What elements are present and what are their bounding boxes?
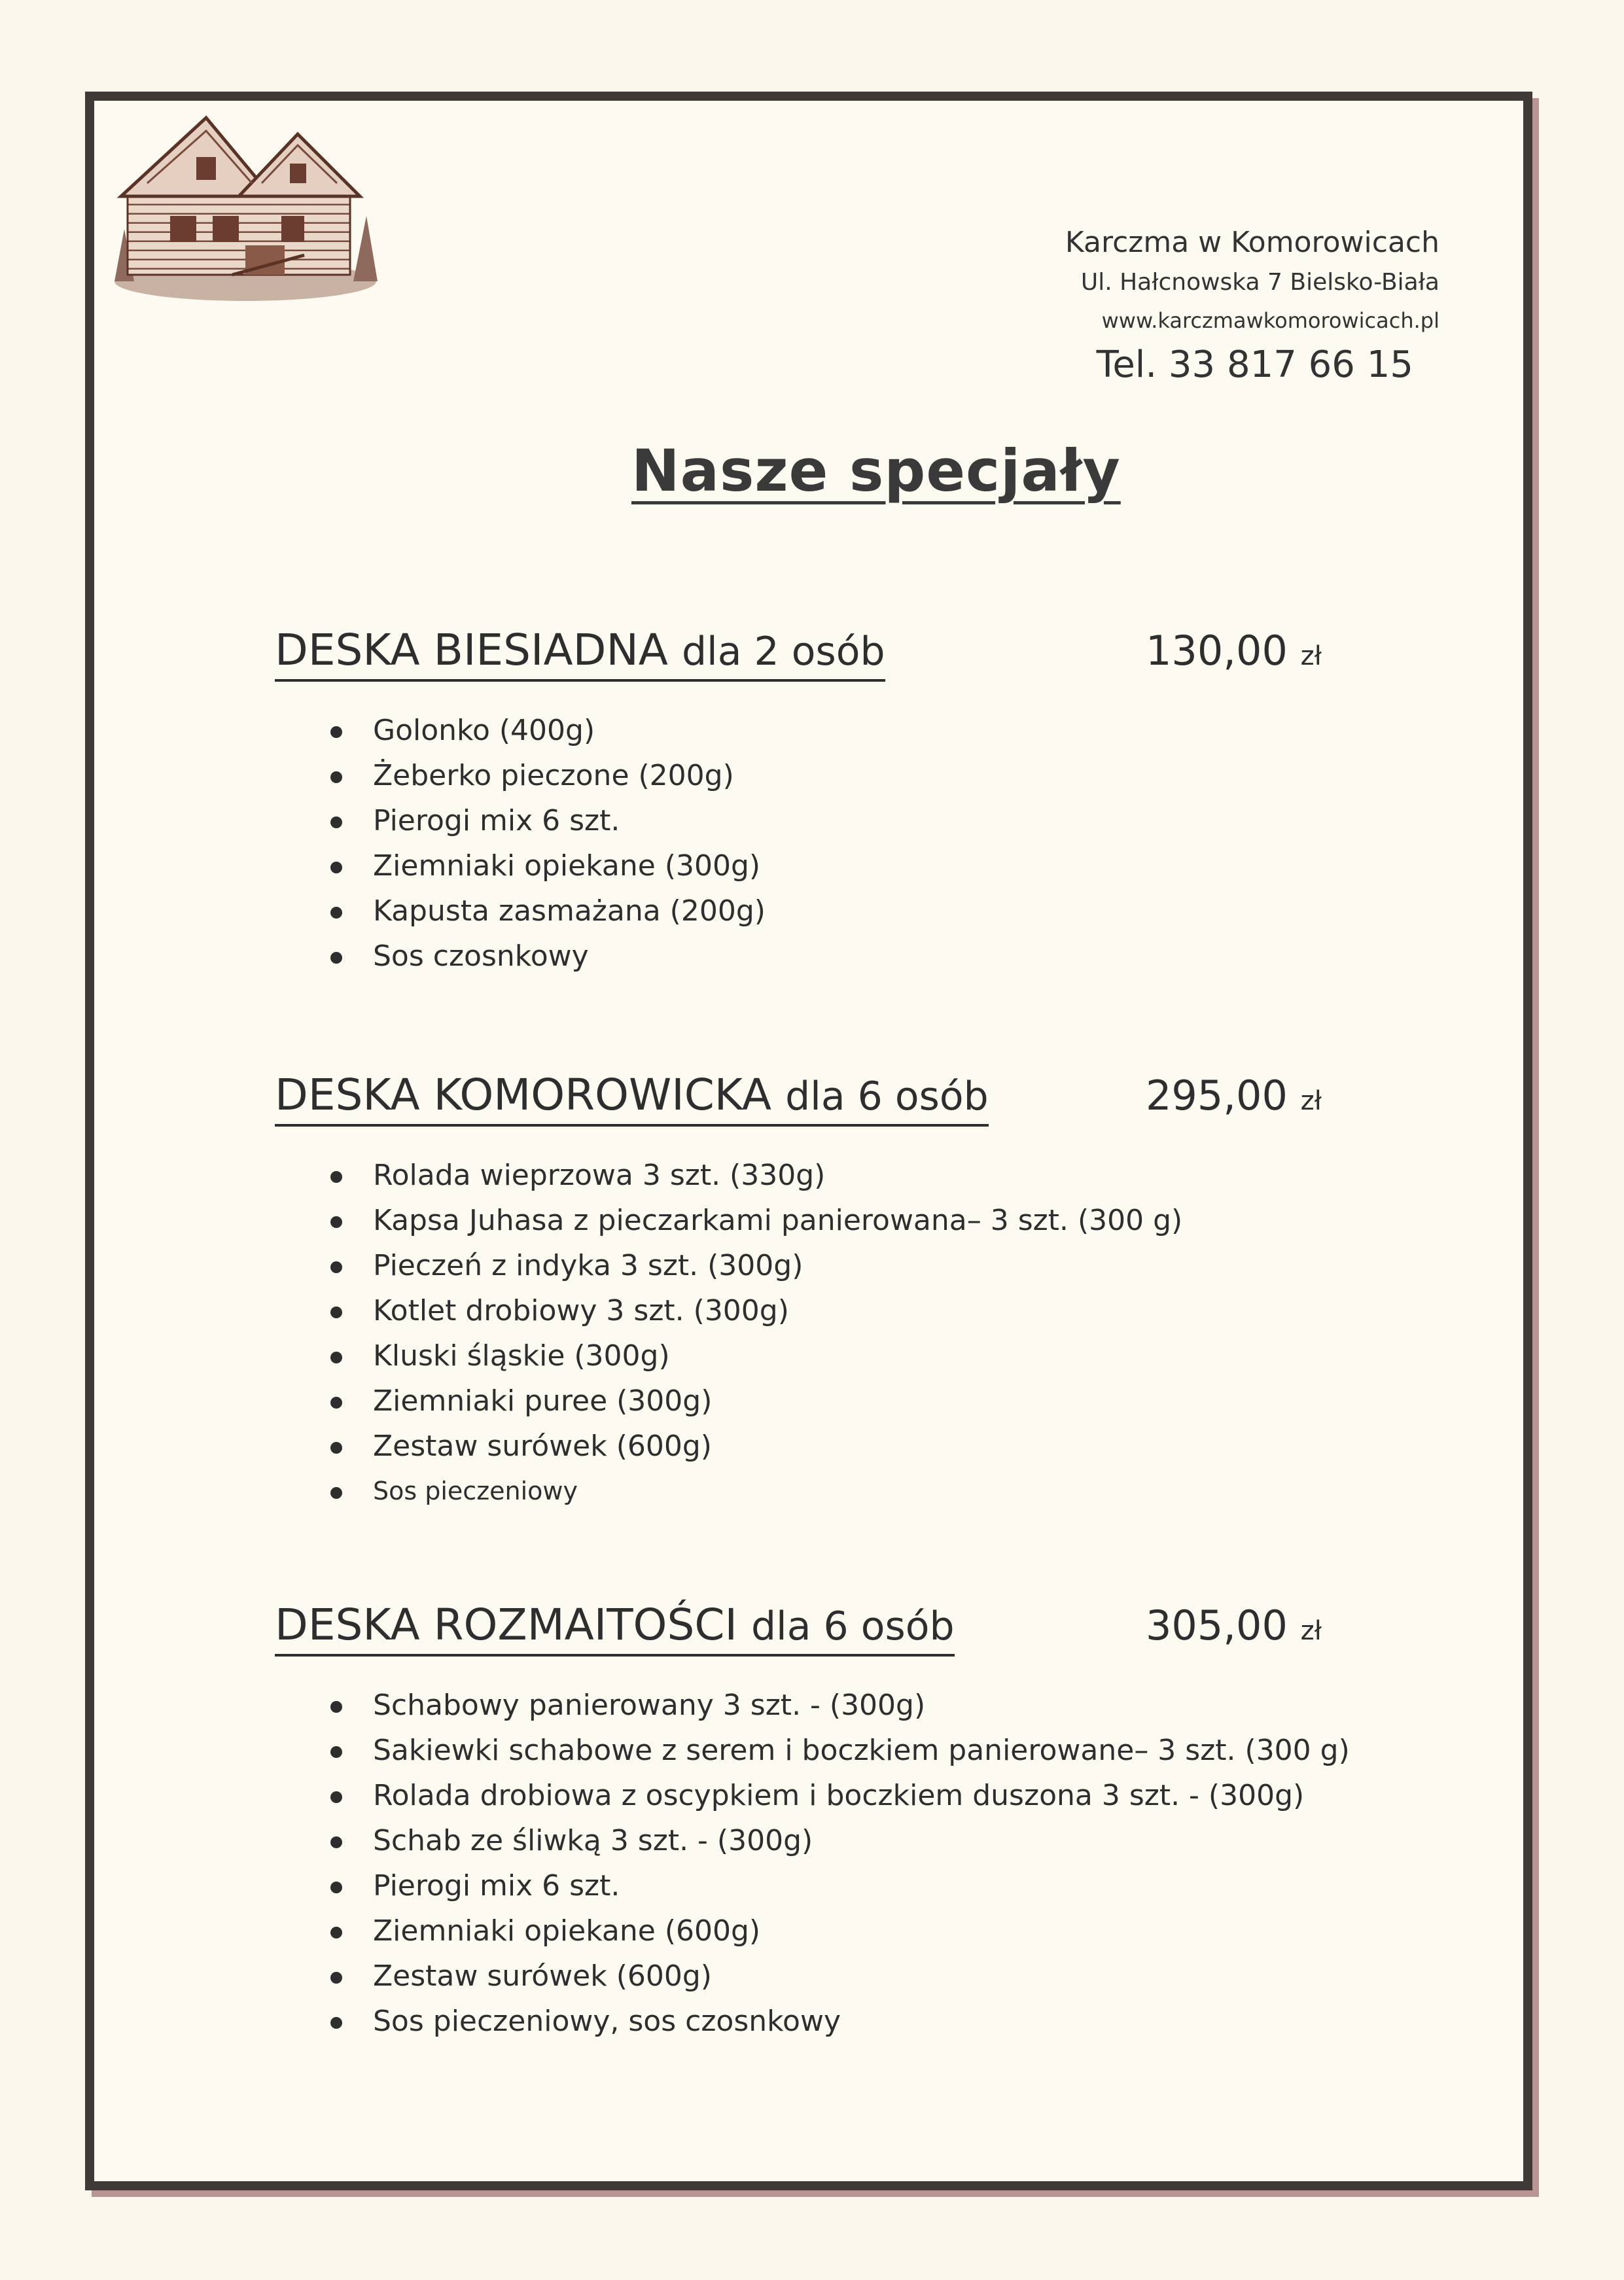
list-item: Ziemniaki puree (300g) xyxy=(275,1378,1387,1424)
menu-section xyxy=(275,1600,1387,2044)
price-currency: zł xyxy=(1300,641,1322,671)
section-title xyxy=(275,1600,955,1657)
section-persons: dla 6 osób xyxy=(750,1604,955,1649)
list-item: Pierogi mix 6 szt. xyxy=(275,1863,1387,1908)
price-currency: zł xyxy=(1300,1086,1322,1116)
section-title xyxy=(275,1070,989,1127)
item-list xyxy=(275,1153,1387,1514)
section-persons: dla 6 osób xyxy=(785,1074,989,1119)
menu-section xyxy=(275,1070,1387,1514)
price-value: 305,00 xyxy=(1145,1602,1288,1649)
list-item: Kluski śląskie (300g) xyxy=(275,1333,1387,1378)
list-item: Zestaw surówek (600g) xyxy=(275,1424,1387,1469)
list-item: Schabowy panierowany 3 szt. - (300g) xyxy=(275,1683,1387,1728)
section-title xyxy=(275,625,885,682)
restaurant-phone[interactable]: Tel. 33 817 66 15 xyxy=(1096,343,1413,386)
page-title: Nasze specjały xyxy=(631,437,1121,504)
item-list xyxy=(275,708,1387,979)
list-item: Pieczeń z indyka 3 szt. (300g) xyxy=(275,1243,1387,1288)
list-item: Kapusta zasmażana (200g) xyxy=(275,888,1387,934)
list-item: Ziemniaki opiekane (600g) xyxy=(275,1908,1387,1954)
section-price xyxy=(1146,1602,1322,1649)
menu-section xyxy=(275,625,1387,979)
section-price xyxy=(1146,1072,1322,1119)
list-item: Rolada drobiowa z oscypkiem i boczkiem duszona 3 szt. - (300g) xyxy=(275,1773,1387,1818)
wooden-inn-house-icon xyxy=(108,105,383,301)
list-item: Kotlet drobiowy 3 szt. (300g) xyxy=(275,1288,1387,1333)
list-item: Rolada wieprzowa 3 szt. (330g) xyxy=(275,1153,1387,1198)
list-item: Golonko (400g) xyxy=(275,708,1387,753)
list-item: Pierogi mix 6 szt. xyxy=(275,798,1387,843)
list-item: Żeberko pieczone (200g) xyxy=(275,753,1387,798)
list-item: Sos pieczeniowy xyxy=(275,1469,1387,1514)
contact-block xyxy=(1021,222,1439,391)
item-list xyxy=(275,1683,1387,2044)
section-name: DESKA BIESIADNA xyxy=(275,625,668,675)
list-item: Zestaw surówek (600g) xyxy=(275,1954,1387,1999)
restaurant-address: Ul. Hałcnowska 7 Bielsko-Biała xyxy=(1080,269,1439,296)
list-item: Schab ze śliwką 3 szt. - (300g) xyxy=(275,1818,1387,1863)
list-item: Sakiewki schabowe z serem i boczkiem panierowane– 3 szt. (300 g) xyxy=(275,1728,1387,1773)
list-item: Kapsa Juhasa z pieczarkami panierowana– 3 szt. (300 g) xyxy=(275,1198,1387,1243)
list-item: Ziemniaki opiekane (300g) xyxy=(275,843,1387,888)
restaurant-name: Karczma w Komorowicach xyxy=(1065,226,1439,259)
price-value: 295,00 xyxy=(1145,1072,1288,1119)
list-item: Sos czosnkowy xyxy=(275,934,1387,979)
price-value: 130,00 xyxy=(1145,627,1288,675)
section-persons: dla 2 osób xyxy=(681,629,885,675)
list-item: Sos pieczeniowy, sos czosnkowy xyxy=(275,1999,1387,2044)
price-currency: zł xyxy=(1300,1616,1322,1646)
section-price xyxy=(1146,627,1322,675)
section-name: DESKA KOMOROWICKA xyxy=(275,1070,772,1120)
section-name: DESKA ROZMAITOŚCI xyxy=(275,1600,737,1650)
restaurant-website[interactable]: www.karczmawkomorowicach.pl xyxy=(1101,308,1439,333)
